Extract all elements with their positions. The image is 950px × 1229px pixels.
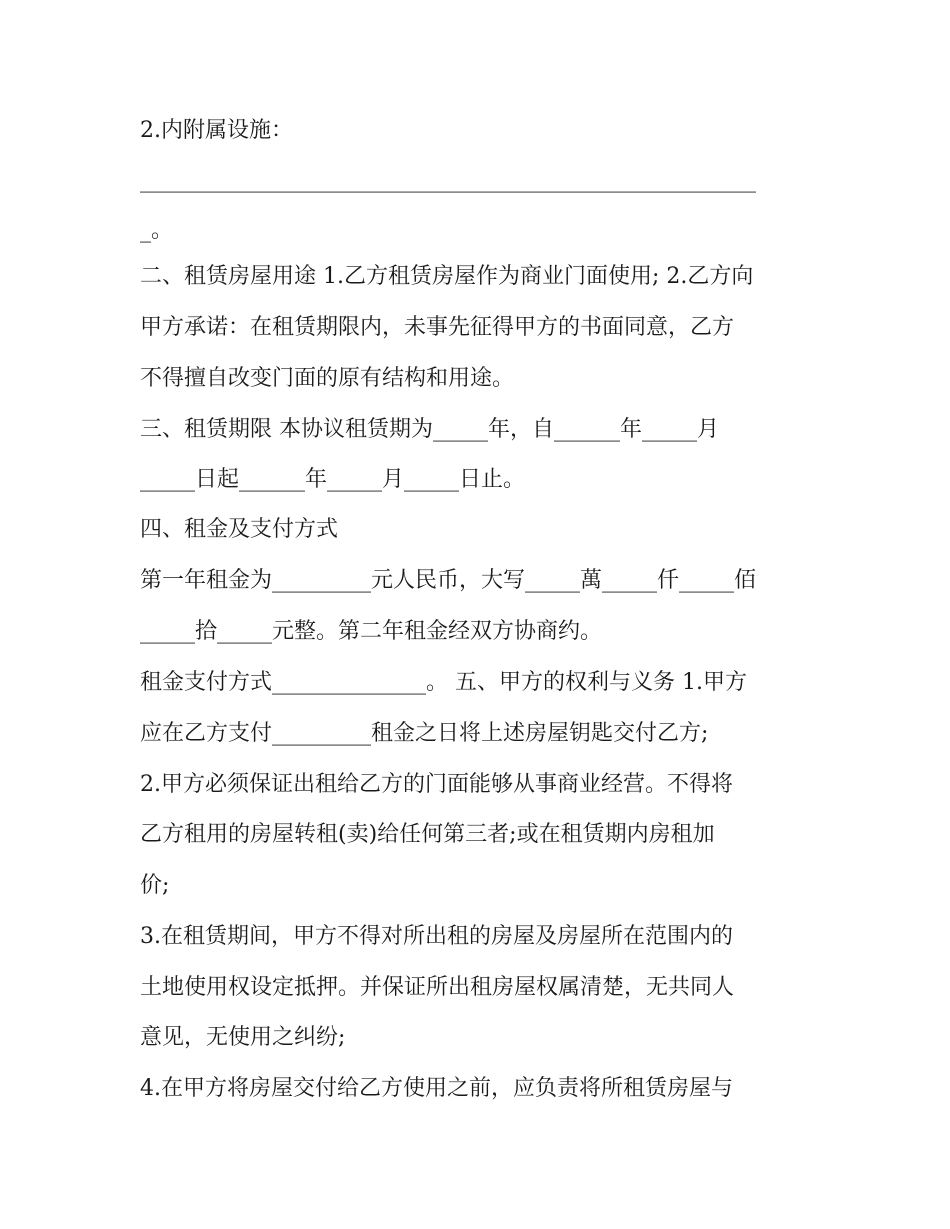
text-line: 2.甲方必须保证出租给乙方的门面能够从事商业经营。不得将 — [140, 772, 733, 797]
text-line: 甲方承诺：在租赁期限内，未事先征得甲方的书面同意，乙方 — [140, 315, 735, 340]
text-line: 不得擅自改变门面的原有结构和用途。 — [140, 366, 515, 391]
text-line: _____日起______年_____月_____日止。 — [140, 467, 526, 492]
blank-fill-line: ________________________________________________________ — [140, 168, 756, 193]
section-heading: 四、租金及支付方式 — [140, 517, 339, 542]
text-line: 乙方租用的房屋转租(卖)给任何第三者;或在租赁期内房租加 — [140, 822, 715, 847]
text-line: 意见，无使用之纠纷; — [140, 1025, 346, 1050]
text-line: 价; — [140, 873, 170, 898]
text-line: _。 — [140, 218, 174, 243]
text-line: 应在乙方支付_________租金之日将上述房屋钥匙交付乙方; — [140, 721, 709, 746]
text-line: 第一年租金为_________元人民币，大写_____萬_____仟_____佰 — [140, 568, 757, 593]
text-line: 二、租赁房屋用途 1.乙方租赁房屋作为商业门面使用; 2.乙方向 — [140, 264, 754, 289]
text-line: 租金支付方式______________。 五、甲方的权利与义务 1.甲方 — [140, 670, 747, 695]
text-line: _____拾_____元整。第二年租金经双方协商约。 — [140, 619, 603, 644]
text-line: 土地使用权设定抵押。并保证所出租房屋权属清楚，无共同人 — [140, 975, 735, 1000]
text-line: 4.在甲方将房屋交付给乙方使用之前，应负责将所租赁房屋与 — [140, 1076, 733, 1101]
text-line: 2.内附属设施： — [140, 118, 293, 143]
text-line: 三、租赁期限 本协议租赁期为_____年，自______年_____月 — [140, 417, 719, 442]
text-line: 3.在租赁期间，甲方不得对所出租的房屋及房屋所在范围内的 — [140, 924, 733, 949]
